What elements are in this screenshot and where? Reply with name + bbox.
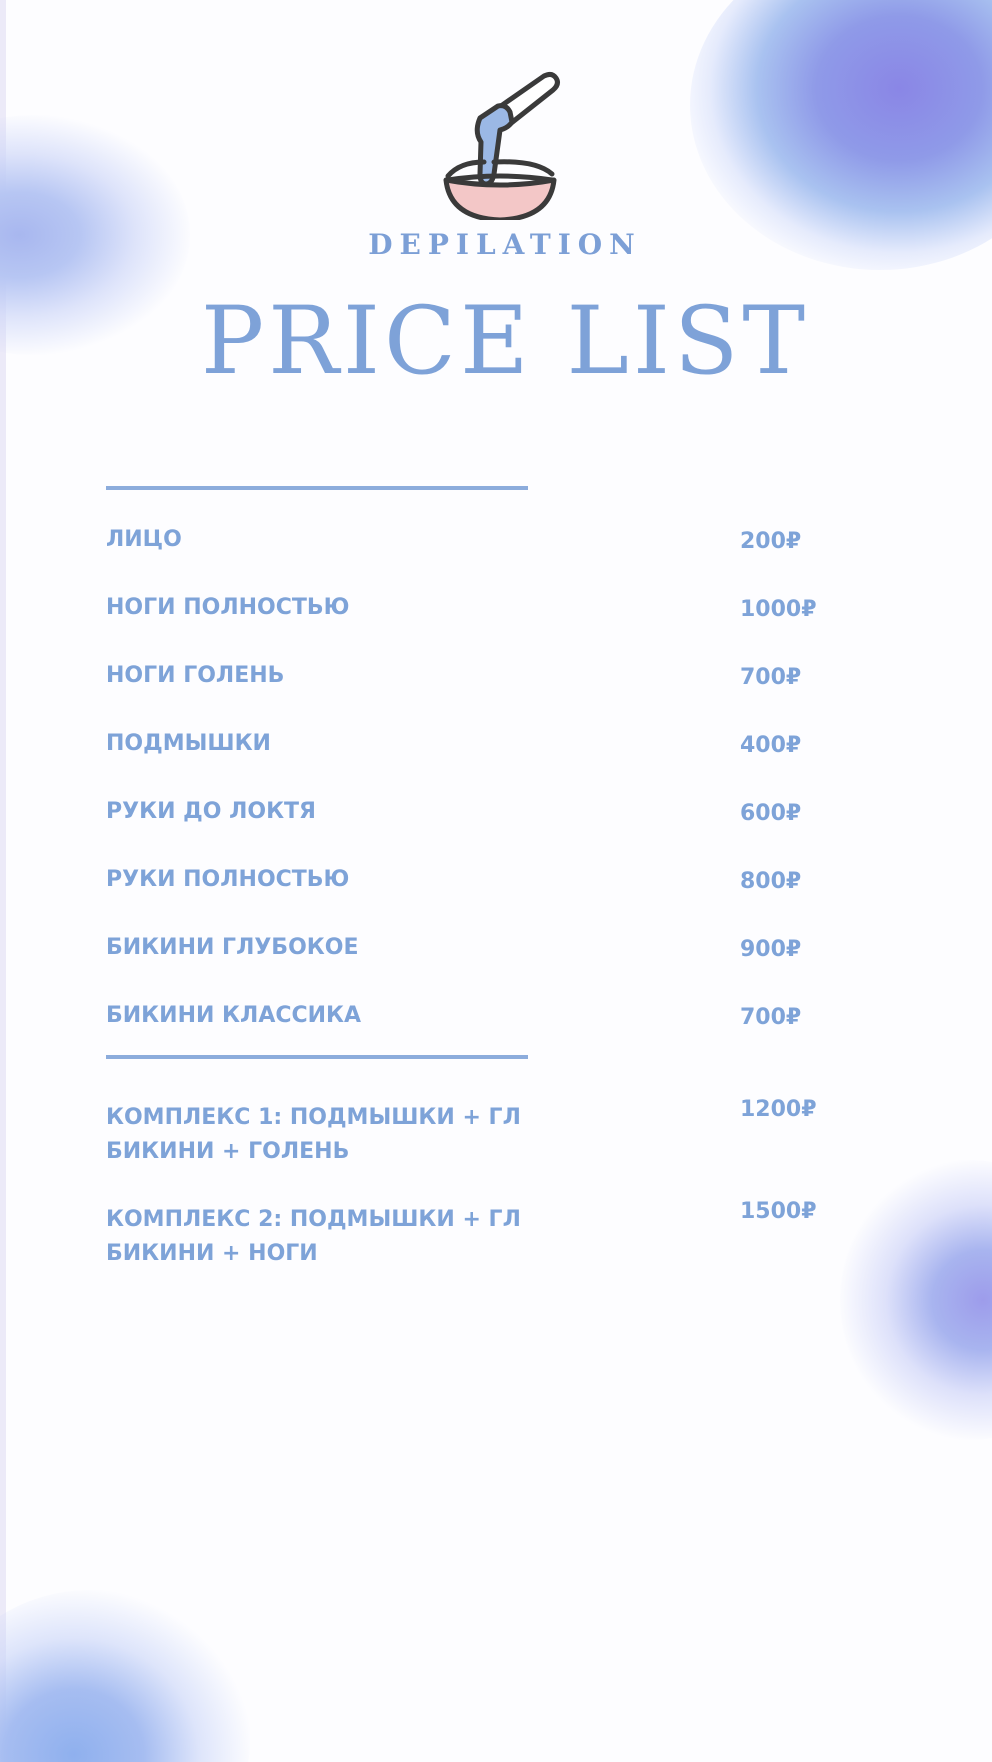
complex-name-line1: КОМПЛЕКС 2: ПОДМЫШКИ + ГЛ [106, 1207, 521, 1232]
service-price: 600₽ [740, 801, 802, 826]
service-price: 1000₽ [740, 597, 817, 622]
complex-price: 1500₽ [740, 1199, 817, 1224]
service-name: РУКИ ДО ЛОКТЯ [106, 799, 316, 824]
service-price: 200₽ [740, 529, 802, 554]
complex-name [106, 1203, 526, 1271]
gradient-blob-bottom-left [0, 1590, 250, 1762]
complex-name-line2: БИКИНИ + НОГИ [106, 1241, 318, 1266]
brand-label: DEPILATION [368, 228, 642, 261]
service-name: НОГИ ГОЛЕНЬ [106, 663, 285, 688]
service-price: 700₽ [740, 665, 802, 690]
service-name: ЛИЦО [106, 527, 182, 552]
service-name: БИКИНИ ГЛУБОКОЕ [106, 935, 359, 960]
complex-name [106, 1101, 526, 1169]
service-name: БИКИНИ КЛАССИКА [106, 1003, 362, 1028]
service-price: 700₽ [740, 1005, 802, 1030]
service-name: РУКИ ПОЛНОСТЬЮ [106, 867, 350, 892]
wax-bowl-spatula-icon [440, 70, 570, 220]
divider-top [106, 486, 528, 490]
service-price: 400₽ [740, 733, 802, 758]
service-name: НОГИ ПОЛНОСТЬЮ [106, 595, 350, 620]
divider-bottom [106, 1055, 528, 1059]
gradient-blob-right [840, 1160, 992, 1440]
complex-price: 1200₽ [740, 1097, 817, 1122]
page-title: PRICE LIST [200, 287, 810, 396]
service-price: 800₽ [740, 869, 802, 894]
service-name: ПОДМЫШКИ [106, 731, 271, 756]
complex-name-line2: БИКИНИ + ГОЛЕНЬ [106, 1139, 350, 1164]
complex-name-line1: КОМПЛЕКС 1: ПОДМЫШКИ + ГЛ [106, 1105, 521, 1130]
left-edge-strip [0, 0, 6, 1762]
service-price: 900₽ [740, 937, 802, 962]
